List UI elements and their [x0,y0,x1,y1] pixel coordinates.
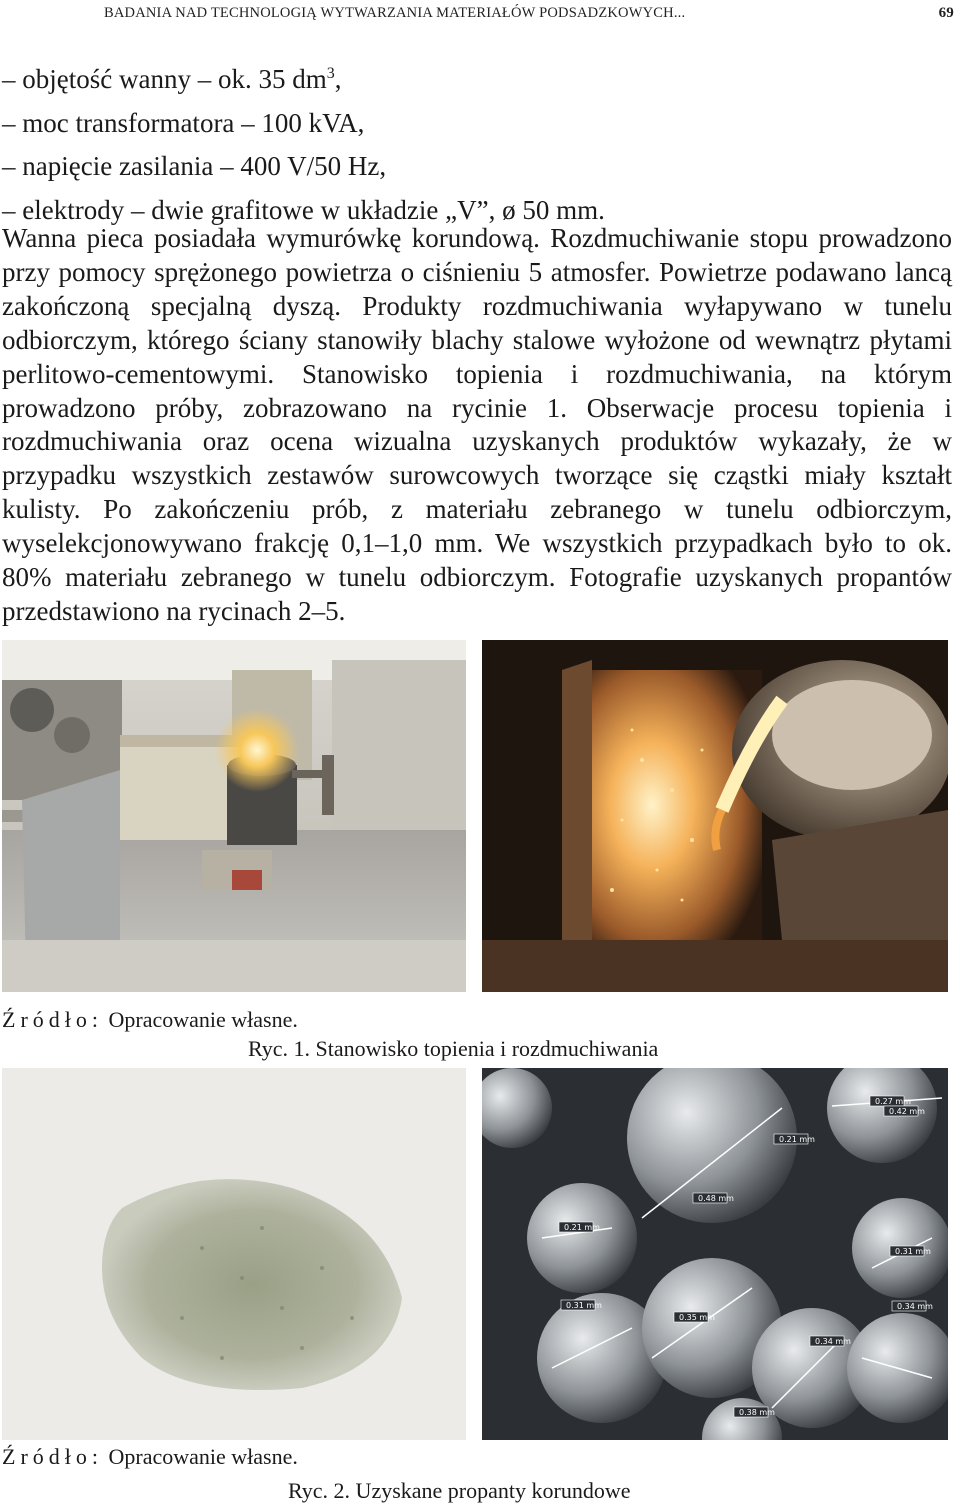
figure2-caption: Ryc. 2. Uzyskane propanty korundowe [288,1478,631,1503]
sem-label-7: 0.35 mm [679,1313,715,1322]
figure1-source-text: Opracowanie własne. [103,1007,298,1032]
sem-label-4: 0.48 mm [698,1194,734,1203]
figure1-caption: Ryc. 1. Stanowisko topienia i rozdmuchiwania [248,1036,659,1061]
spec-item-power: – moc transformatora – 100 kVA, [2,107,365,138]
body-paragraph: Wanna pieca posiadała wymurówkę korundową. Rozdmuchiwanie stopu prowadzono przy pomocy sprężonego powietrza o ciśnieniu 5 atmosfer. Powietrze podawano lancą zakończoną specjalną dyszą. Produkty rozdmuchiwania wyłapywano w tunelu odbiorczym, którego ściany stanowiły blachy stalowe wyłożone od wewnątrz płytami perlitowo-cementowymi. Stanowisko topienia i rozdmuchiwania, na którym prowadzono próby, zobrazowano na rycinie 1. Obserwacje procesu topienia i rozdmuchiwania oraz ocena wizualna uzyskanych produktów wykazały, że w przypadku wszystkich zestawów surowcowych tworzące się cząstki miały kształt kulisty. Po zakończeniu prób, z materiału zebranego w tunelu odbiorczym, wyselekcjonowywano frakcję 0,1–1,0 mm. We wszystkich przypadkach było to ok. 80% materiału zebranego w tunelu odbiorczym. Fotografie uzyskanych propantów przedstawiono na rycinach 2–5. [2,223,952,626]
spec-item-electrodes: – elektrody – dwie grafitowe w układzie „V”, ø 50 mm. [2,194,605,225]
body-text [2,222,952,629]
page-number: 69 [938,5,954,21]
sem-label-3: 0.21 mm [779,1135,815,1144]
proppant-pile-photo [2,1068,466,1440]
sem-label-10: 0.34 mm [815,1337,851,1346]
melt-blowing-photo [482,640,948,992]
running-title: BADANIA NAD TECHNOLOGIĄ WYTWARZANIA MATERIAŁÓW PODSADZKOWYCH... [104,5,686,21]
sem-label-5: 0.21 mm [564,1223,600,1232]
running-header [104,5,954,27]
sem-label-1: 0.27 mm [875,1097,911,1106]
figure2-source-text: Opracowanie własne. [103,1444,298,1469]
sem-label-8: 0.31 mm [895,1247,931,1256]
spec-item-voltage: – napięcie zasilania – 400 V/50 Hz, [2,151,387,181]
figure1-source-label: Źródło: [2,1007,103,1032]
figure2-source-label: Źródło: [2,1444,103,1469]
figure1-source [2,1007,298,1033]
sem-label-6: 0.31 mm [566,1301,602,1310]
sem-micrograph-photo [482,1068,948,1440]
furnace-station-photo [2,640,466,992]
figure2-source [2,1444,298,1470]
spec-list [2,52,952,232]
spec-item-volume: – objętość wanny – ok. 35 $dm^3$, [2,64,342,94]
sem-label-11: 0.38 mm [739,1408,775,1417]
sem-label-9: 0.34 mm [897,1302,933,1311]
sem-label-2: 0.42 mm [889,1107,925,1116]
